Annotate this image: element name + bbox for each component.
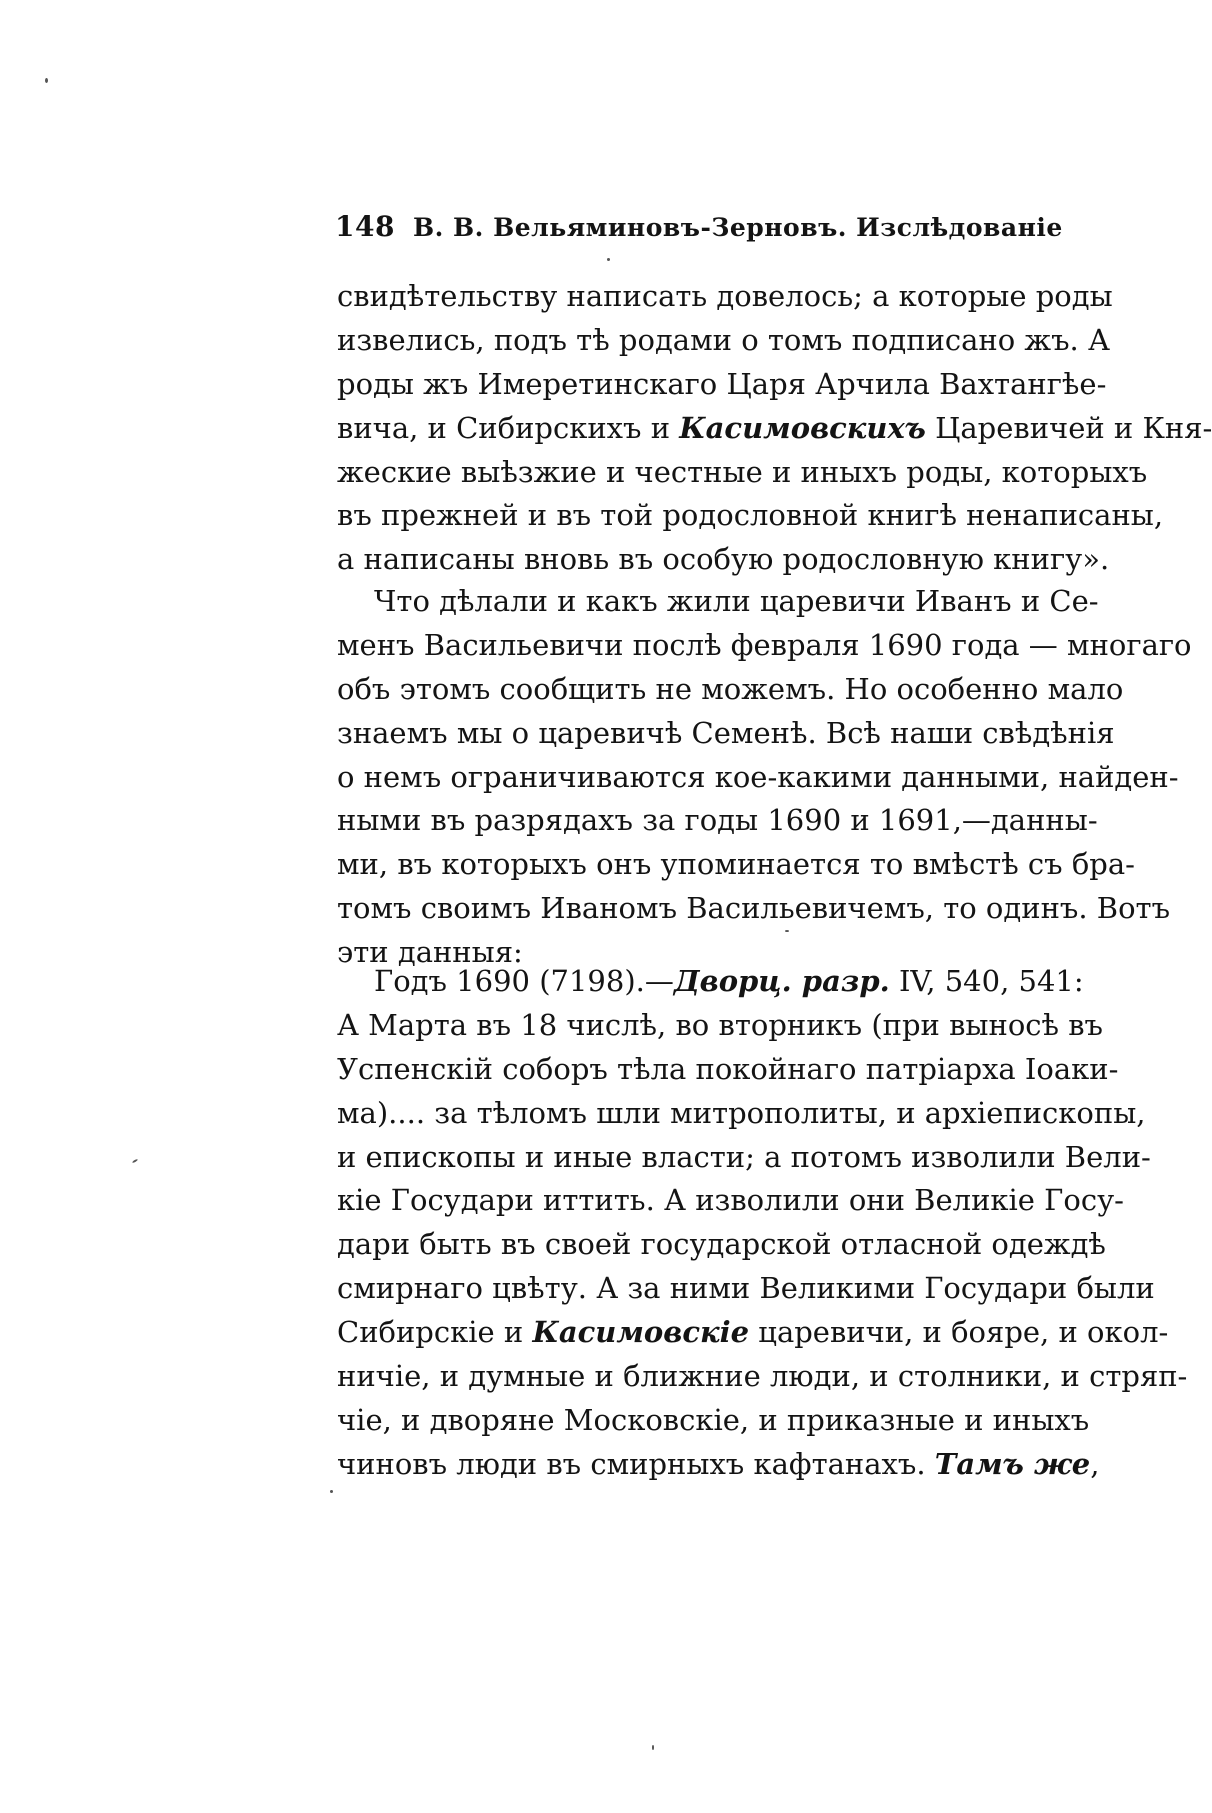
scan-speck [607, 258, 610, 261]
scan-speck [785, 930, 789, 932]
text-line: ничiе, и думные и ближние люди, и столники, и стряп- [337, 1359, 1188, 1394]
text-line: дари быть въ своей государской отласной одеждѣ [337, 1227, 1106, 1262]
line-segment: вича, и Сибирскихъ и [337, 410, 680, 445]
italic-citation: Дворц. разр. [673, 964, 890, 998]
italic-term: Касимовскiе [532, 1315, 750, 1350]
text-line: жеские выѣзжие и честные и иныхъ роды, которыхъ [337, 454, 1148, 489]
scan-speck [330, 1490, 333, 1493]
text-line: объ этомъ сообщить не можемъ. Но особенно мало [337, 671, 1124, 706]
text-line: А Марта въ 18 числѣ, во вторникъ (при выносѣ въ [337, 1007, 1104, 1042]
text-line: о немъ ограничиваются кое-какими данными, найден- [337, 759, 1179, 794]
text-line: и епископы и иные власти; а потомъ изволили Вели- [337, 1139, 1151, 1174]
italic-term: Касимовскихъ [679, 410, 926, 445]
text-line: ми, въ которыхъ онъ упоминается то вмѣстѣ съ бра- [337, 847, 1135, 882]
line-segment: Сибирскiе и [337, 1315, 533, 1350]
page-number: 148 [335, 210, 395, 243]
text-line [337, 1311, 1169, 1355]
text-line: знаемъ мы о царевичѣ Семенѣ. Всѣ наши свѣдѣнiя [337, 715, 1115, 750]
text-line: ными въ разрядахъ за годы 1690 и 1691,—данны- [337, 803, 1098, 838]
paragraph-1 [337, 275, 1212, 582]
text-line: кiе Государи иттить. А изволили они Великiе Госу- [337, 1183, 1124, 1218]
text-line: эти данныя: [337, 935, 523, 970]
text-line: чiе, и дворяне Московскiе, и приказные и иныхъ [337, 1402, 1090, 1437]
text-line: а написаны вновь въ особую родословную книгу». [337, 542, 1110, 577]
text-line: свидѣтельству написать довелось; а которые роды [337, 279, 1113, 313]
text-line: въ прежней и въ той родословной книгѣ ненаписаны, [337, 498, 1164, 533]
running-title: В. В. Вельяминовъ-Зерновъ. Изслѣдованiе [413, 213, 1063, 242]
line-segment: IV, 540, 541: [889, 964, 1084, 998]
line-segment: , [1090, 1446, 1100, 1481]
line-segment: Годъ 1690 (7198).— [374, 964, 674, 998]
text-line: ма).... за тѣломъ шли митрополиты, и архiепископы, [337, 1095, 1146, 1130]
text-line [337, 960, 1084, 1004]
text-line: смирнаго цвѣту. А за ними Великими Государи были [337, 1271, 1155, 1306]
running-header [335, 210, 1063, 254]
scan-speck [45, 78, 48, 83]
scan-speck [652, 1745, 654, 1750]
text-line: Успенскiй соборъ тѣла покойнаго патрiарха Iоаки- [337, 1051, 1119, 1086]
line-segment: Царевичей и Кня- [925, 410, 1212, 445]
text-line [337, 1443, 1100, 1487]
text-line [337, 407, 1212, 451]
line-segment: чиновъ люди въ смирныхъ кафтанахъ. [337, 1446, 935, 1481]
text-line: менъ Васильевичи послѣ февраля 1690 года — многаго [337, 627, 1192, 662]
text-line: извелись, подъ тѣ родами о томъ подписано жъ. А [337, 322, 1110, 357]
scan-speck [132, 1159, 138, 1164]
text-line: Что дѣлали и какъ жили царевичи Иванъ и Се- [374, 584, 1099, 618]
text-line: томъ своимъ Иваномъ Васильевичемъ, то одинъ. Вотъ [337, 891, 1171, 926]
line-segment: царевичи, и бояре, и окол- [749, 1315, 1169, 1350]
paragraph-2 [337, 580, 1192, 975]
paragraph-3 [337, 960, 1188, 1487]
text-line: роды жъ Имеретинскаго Царя Арчила Вахтангѣе- [337, 366, 1107, 401]
italic-reference: Тамъ же [934, 1446, 1091, 1481]
